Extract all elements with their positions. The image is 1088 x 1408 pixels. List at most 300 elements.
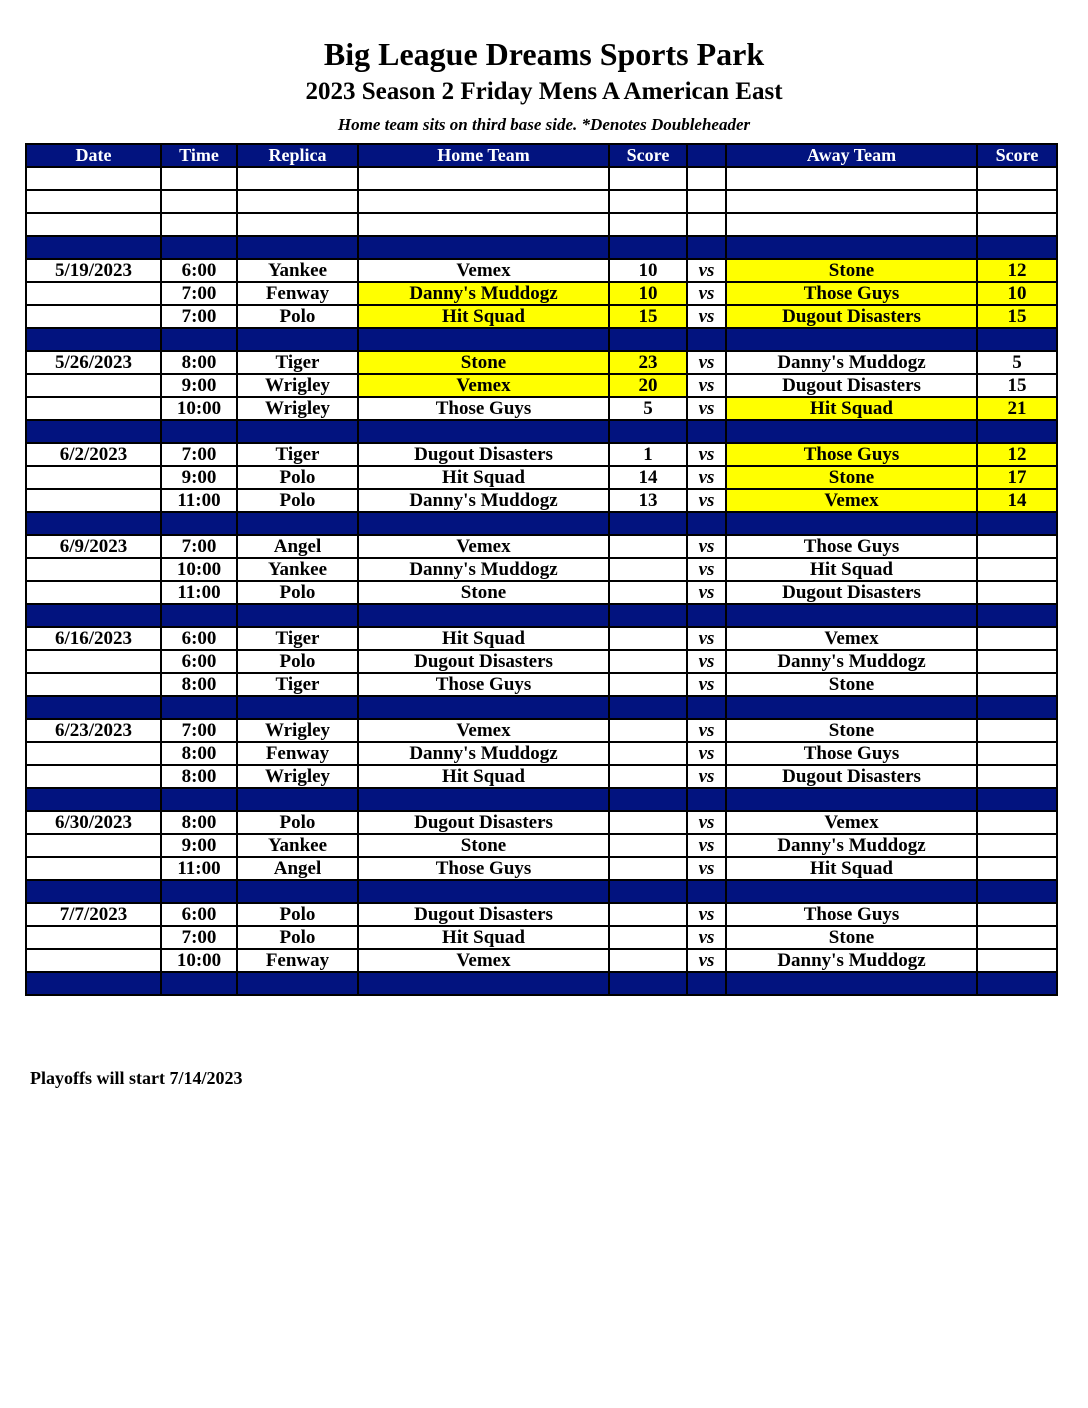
game-replica: Polo	[237, 903, 358, 926]
home-score	[609, 949, 687, 972]
game-row	[26, 627, 1057, 650]
separator-cell	[609, 236, 687, 259]
game-date: 6/16/2023	[26, 627, 161, 650]
separator-cell	[237, 420, 358, 443]
home-team: Danny's Muddogz	[358, 282, 609, 305]
away-team: Stone	[726, 466, 977, 489]
away-score	[977, 581, 1057, 604]
game-time: 7:00	[161, 305, 237, 328]
game-replica: Fenway	[237, 282, 358, 305]
vs-label: vs	[687, 351, 726, 374]
away-score	[977, 926, 1057, 949]
away-score	[977, 834, 1057, 857]
game-row	[26, 305, 1057, 328]
separator-cell	[358, 972, 609, 995]
separator-cell	[358, 788, 609, 811]
separator-cell	[358, 236, 609, 259]
game-date	[26, 857, 161, 880]
game-replica: Polo	[237, 581, 358, 604]
home-team: Hit Squad	[358, 765, 609, 788]
separator-cell	[26, 880, 161, 903]
home-team: Hit Squad	[358, 627, 609, 650]
separator-cell	[161, 604, 237, 627]
vs-label: vs	[687, 857, 726, 880]
separator-cell	[687, 788, 726, 811]
separator-cell	[726, 788, 977, 811]
away-team: Danny's Muddogz	[726, 650, 977, 673]
game-date	[26, 926, 161, 949]
home-score	[609, 627, 687, 650]
away-team: Stone	[726, 719, 977, 742]
away-team: Stone	[726, 259, 977, 282]
separator-cell	[26, 236, 161, 259]
home-score	[609, 857, 687, 880]
separator-cell	[977, 512, 1057, 535]
home-score: 1	[609, 443, 687, 466]
away-score: 15	[977, 305, 1057, 328]
game-replica: Tiger	[237, 627, 358, 650]
separator-cell	[26, 328, 161, 351]
blank-cell	[358, 167, 609, 190]
away-score: 10	[977, 282, 1057, 305]
separator-cell	[358, 696, 609, 719]
game-date: 6/30/2023	[26, 811, 161, 834]
home-team: Hit Squad	[358, 926, 609, 949]
vs-label: vs	[687, 673, 726, 696]
separator-cell	[687, 236, 726, 259]
separator-row	[26, 328, 1057, 351]
blank-cell	[358, 213, 609, 236]
blank-cell	[726, 190, 977, 213]
vs-label: vs	[687, 397, 726, 420]
blank-cell	[26, 213, 161, 236]
game-time: 10:00	[161, 558, 237, 581]
game-replica: Tiger	[237, 351, 358, 374]
separator-cell	[26, 604, 161, 627]
blank-row	[26, 167, 1057, 190]
game-row	[26, 857, 1057, 880]
vs-label: vs	[687, 374, 726, 397]
game-time: 10:00	[161, 949, 237, 972]
game-date	[26, 765, 161, 788]
game-time: 6:00	[161, 903, 237, 926]
game-row	[26, 466, 1057, 489]
separator-row	[26, 880, 1057, 903]
separator-cell	[161, 880, 237, 903]
away-score	[977, 719, 1057, 742]
game-replica: Polo	[237, 811, 358, 834]
game-date	[26, 489, 161, 512]
separator-cell	[26, 972, 161, 995]
game-replica: Wrigley	[237, 765, 358, 788]
separator-cell	[687, 420, 726, 443]
game-date	[26, 558, 161, 581]
home-team: Danny's Muddogz	[358, 742, 609, 765]
col-header-away-score: Score	[977, 144, 1057, 167]
separator-cell	[237, 328, 358, 351]
away-team: Danny's Muddogz	[726, 834, 977, 857]
home-team: Danny's Muddogz	[358, 489, 609, 512]
col-header-home-score: Score	[609, 144, 687, 167]
blank-cell	[358, 190, 609, 213]
game-time: 6:00	[161, 627, 237, 650]
home-score	[609, 765, 687, 788]
game-date	[26, 949, 161, 972]
separator-cell	[977, 604, 1057, 627]
game-time: 11:00	[161, 857, 237, 880]
vs-label: vs	[687, 443, 726, 466]
home-score	[609, 558, 687, 581]
col-header-replica: Replica	[237, 144, 358, 167]
separator-cell	[609, 972, 687, 995]
game-time: 7:00	[161, 282, 237, 305]
separator-cell	[687, 512, 726, 535]
home-team: Hit Squad	[358, 466, 609, 489]
home-team: Vemex	[358, 719, 609, 742]
away-team: Vemex	[726, 489, 977, 512]
home-team: Dugout Disasters	[358, 443, 609, 466]
game-replica: Wrigley	[237, 397, 358, 420]
separator-cell	[161, 512, 237, 535]
blank-cell	[26, 167, 161, 190]
col-header-home-team: Home Team	[358, 144, 609, 167]
col-header-vs	[687, 144, 726, 167]
home-team: Stone	[358, 581, 609, 604]
separator-cell	[726, 972, 977, 995]
game-row	[26, 282, 1057, 305]
game-date	[26, 305, 161, 328]
game-time: 9:00	[161, 374, 237, 397]
away-score	[977, 742, 1057, 765]
game-date	[26, 282, 161, 305]
separator-cell	[161, 972, 237, 995]
vs-label: vs	[687, 466, 726, 489]
blank-cell	[977, 167, 1057, 190]
home-team: Hit Squad	[358, 305, 609, 328]
blank-cell	[977, 190, 1057, 213]
separator-cell	[977, 328, 1057, 351]
home-score	[609, 535, 687, 558]
separator-cell	[237, 788, 358, 811]
home-score	[609, 926, 687, 949]
col-header-date: Date	[26, 144, 161, 167]
page-note: Home team sits on third base side. *Denotes Doubleheader	[337, 115, 751, 134]
separator-cell	[687, 972, 726, 995]
blank-row	[26, 213, 1057, 236]
home-score: 10	[609, 259, 687, 282]
game-row	[26, 742, 1057, 765]
vs-label: vs	[687, 650, 726, 673]
game-row	[26, 374, 1057, 397]
game-replica: Wrigley	[237, 374, 358, 397]
game-replica: Wrigley	[237, 719, 358, 742]
game-row	[26, 535, 1057, 558]
home-team: Dugout Disasters	[358, 650, 609, 673]
game-time: 6:00	[161, 259, 237, 282]
away-team: Those Guys	[726, 903, 977, 926]
separator-cell	[726, 420, 977, 443]
game-date	[26, 673, 161, 696]
separator-row	[26, 236, 1057, 259]
game-replica: Polo	[237, 489, 358, 512]
separator-cell	[358, 604, 609, 627]
separator-cell	[609, 880, 687, 903]
game-row	[26, 259, 1057, 282]
game-replica: Polo	[237, 466, 358, 489]
separator-cell	[358, 880, 609, 903]
separator-row	[26, 972, 1057, 995]
game-replica: Angel	[237, 857, 358, 880]
schedule-body	[26, 167, 1057, 995]
vs-label: vs	[687, 765, 726, 788]
home-score	[609, 811, 687, 834]
blank-cell	[609, 213, 687, 236]
away-score	[977, 811, 1057, 834]
home-score: 5	[609, 397, 687, 420]
separator-row	[26, 512, 1057, 535]
separator-cell	[358, 512, 609, 535]
away-team: Danny's Muddogz	[726, 351, 977, 374]
separator-cell	[977, 420, 1057, 443]
blank-cell	[726, 167, 977, 190]
blank-cell	[26, 190, 161, 213]
separator-cell	[358, 328, 609, 351]
game-date	[26, 650, 161, 673]
separator-cell	[26, 696, 161, 719]
home-score: 13	[609, 489, 687, 512]
separator-cell	[26, 420, 161, 443]
home-team: Vemex	[358, 949, 609, 972]
game-row	[26, 489, 1057, 512]
separator-cell	[726, 328, 977, 351]
vs-label: vs	[687, 834, 726, 857]
away-team: Stone	[726, 926, 977, 949]
home-team: Vemex	[358, 259, 609, 282]
game-time: 6:00	[161, 650, 237, 673]
separator-cell	[609, 788, 687, 811]
game-row	[26, 719, 1057, 742]
away-score	[977, 558, 1057, 581]
game-row	[26, 443, 1057, 466]
home-team: Those Guys	[358, 857, 609, 880]
game-time: 7:00	[161, 535, 237, 558]
separator-cell	[687, 696, 726, 719]
game-date: 5/19/2023	[26, 259, 161, 282]
game-replica: Polo	[237, 926, 358, 949]
vs-label: vs	[687, 627, 726, 650]
away-score: 17	[977, 466, 1057, 489]
separator-cell	[161, 420, 237, 443]
blank-cell	[161, 167, 237, 190]
game-time: 11:00	[161, 489, 237, 512]
separator-row	[26, 604, 1057, 627]
home-score	[609, 581, 687, 604]
game-time: 8:00	[161, 765, 237, 788]
separator-cell	[726, 696, 977, 719]
col-header-away-team: Away Team	[726, 144, 977, 167]
vs-label: vs	[687, 719, 726, 742]
separator-cell	[26, 788, 161, 811]
game-date	[26, 742, 161, 765]
separator-row	[26, 420, 1057, 443]
game-row	[26, 650, 1057, 673]
separator-cell	[977, 788, 1057, 811]
away-score: 15	[977, 374, 1057, 397]
away-score: 5	[977, 351, 1057, 374]
separator-cell	[609, 604, 687, 627]
home-score: 20	[609, 374, 687, 397]
away-team: Vemex	[726, 627, 977, 650]
schedule-table	[25, 143, 1058, 996]
away-team: Vemex	[726, 811, 977, 834]
home-team: Stone	[358, 351, 609, 374]
away-score	[977, 765, 1057, 788]
away-team: Dugout Disasters	[726, 305, 977, 328]
game-replica: Polo	[237, 305, 358, 328]
away-team: Hit Squad	[726, 558, 977, 581]
blank-row	[26, 190, 1057, 213]
away-score: 12	[977, 443, 1057, 466]
game-time: 8:00	[161, 351, 237, 374]
separator-cell	[237, 604, 358, 627]
vs-label: vs	[687, 535, 726, 558]
separator-cell	[161, 328, 237, 351]
game-time: 7:00	[161, 443, 237, 466]
away-team: Those Guys	[726, 742, 977, 765]
game-date: 5/26/2023	[26, 351, 161, 374]
game-date: 7/7/2023	[26, 903, 161, 926]
separator-cell	[609, 696, 687, 719]
away-team: Those Guys	[726, 282, 977, 305]
blank-cell	[609, 190, 687, 213]
vs-label: vs	[687, 742, 726, 765]
game-time: 7:00	[161, 926, 237, 949]
away-team: Dugout Disasters	[726, 374, 977, 397]
game-row	[26, 903, 1057, 926]
page-title: Big League Dreams Sports Park	[323, 36, 765, 72]
home-score: 15	[609, 305, 687, 328]
separator-cell	[26, 512, 161, 535]
page-subtitle: 2023 Season 2 Friday Mens A American East	[305, 78, 783, 105]
game-row	[26, 949, 1057, 972]
separator-cell	[609, 420, 687, 443]
separator-cell	[977, 880, 1057, 903]
away-team: Hit Squad	[726, 397, 977, 420]
separator-cell	[609, 512, 687, 535]
away-team: Danny's Muddogz	[726, 949, 977, 972]
game-row	[26, 926, 1057, 949]
blank-cell	[687, 213, 726, 236]
blank-cell	[726, 213, 977, 236]
away-team: Dugout Disasters	[726, 581, 977, 604]
vs-label: vs	[687, 558, 726, 581]
blank-cell	[237, 213, 358, 236]
game-date: 6/9/2023	[26, 535, 161, 558]
home-team: Dugout Disasters	[358, 903, 609, 926]
game-date	[26, 581, 161, 604]
game-replica: Angel	[237, 535, 358, 558]
home-score	[609, 903, 687, 926]
game-time: 11:00	[161, 581, 237, 604]
home-team: Danny's Muddogz	[358, 558, 609, 581]
home-team: Those Guys	[358, 673, 609, 696]
game-row	[26, 581, 1057, 604]
away-team: Those Guys	[726, 535, 977, 558]
game-replica: Tiger	[237, 443, 358, 466]
home-score	[609, 673, 687, 696]
vs-label: vs	[687, 259, 726, 282]
playoffs-note: Playoffs will start 7/14/2023	[30, 1068, 243, 1088]
blank-cell	[609, 167, 687, 190]
game-date	[26, 397, 161, 420]
away-score	[977, 949, 1057, 972]
table-header-row	[26, 144, 1057, 167]
separator-cell	[237, 236, 358, 259]
blank-cell	[161, 213, 237, 236]
separator-cell	[161, 236, 237, 259]
game-replica: Yankee	[237, 259, 358, 282]
away-score: 12	[977, 259, 1057, 282]
home-score	[609, 719, 687, 742]
game-date	[26, 374, 161, 397]
separator-cell	[237, 972, 358, 995]
game-replica: Polo	[237, 650, 358, 673]
game-row	[26, 765, 1057, 788]
game-row	[26, 351, 1057, 374]
away-score	[977, 857, 1057, 880]
separator-cell	[687, 328, 726, 351]
separator-cell	[687, 880, 726, 903]
game-time: 9:00	[161, 466, 237, 489]
home-team: Vemex	[358, 374, 609, 397]
separator-cell	[977, 972, 1057, 995]
game-row	[26, 558, 1057, 581]
separator-cell	[977, 696, 1057, 719]
game-time: 9:00	[161, 834, 237, 857]
away-team: Stone	[726, 673, 977, 696]
home-team: Those Guys	[358, 397, 609, 420]
separator-cell	[237, 696, 358, 719]
away-score	[977, 673, 1057, 696]
vs-label: vs	[687, 949, 726, 972]
home-score: 23	[609, 351, 687, 374]
game-date: 6/23/2023	[26, 719, 161, 742]
game-replica: Yankee	[237, 558, 358, 581]
away-score: 14	[977, 489, 1057, 512]
away-team: Dugout Disasters	[726, 765, 977, 788]
game-row	[26, 673, 1057, 696]
separator-cell	[161, 696, 237, 719]
away-team: Those Guys	[726, 443, 977, 466]
game-date	[26, 466, 161, 489]
game-replica: Fenway	[237, 949, 358, 972]
home-score: 14	[609, 466, 687, 489]
blank-cell	[161, 190, 237, 213]
game-date	[26, 834, 161, 857]
vs-label: vs	[687, 926, 726, 949]
separator-cell	[237, 880, 358, 903]
game-replica: Fenway	[237, 742, 358, 765]
blank-cell	[687, 167, 726, 190]
separator-cell	[161, 788, 237, 811]
home-score	[609, 742, 687, 765]
vs-label: vs	[687, 305, 726, 328]
blank-cell	[237, 190, 358, 213]
separator-cell	[726, 604, 977, 627]
home-score	[609, 650, 687, 673]
game-date: 6/2/2023	[26, 443, 161, 466]
vs-label: vs	[687, 489, 726, 512]
